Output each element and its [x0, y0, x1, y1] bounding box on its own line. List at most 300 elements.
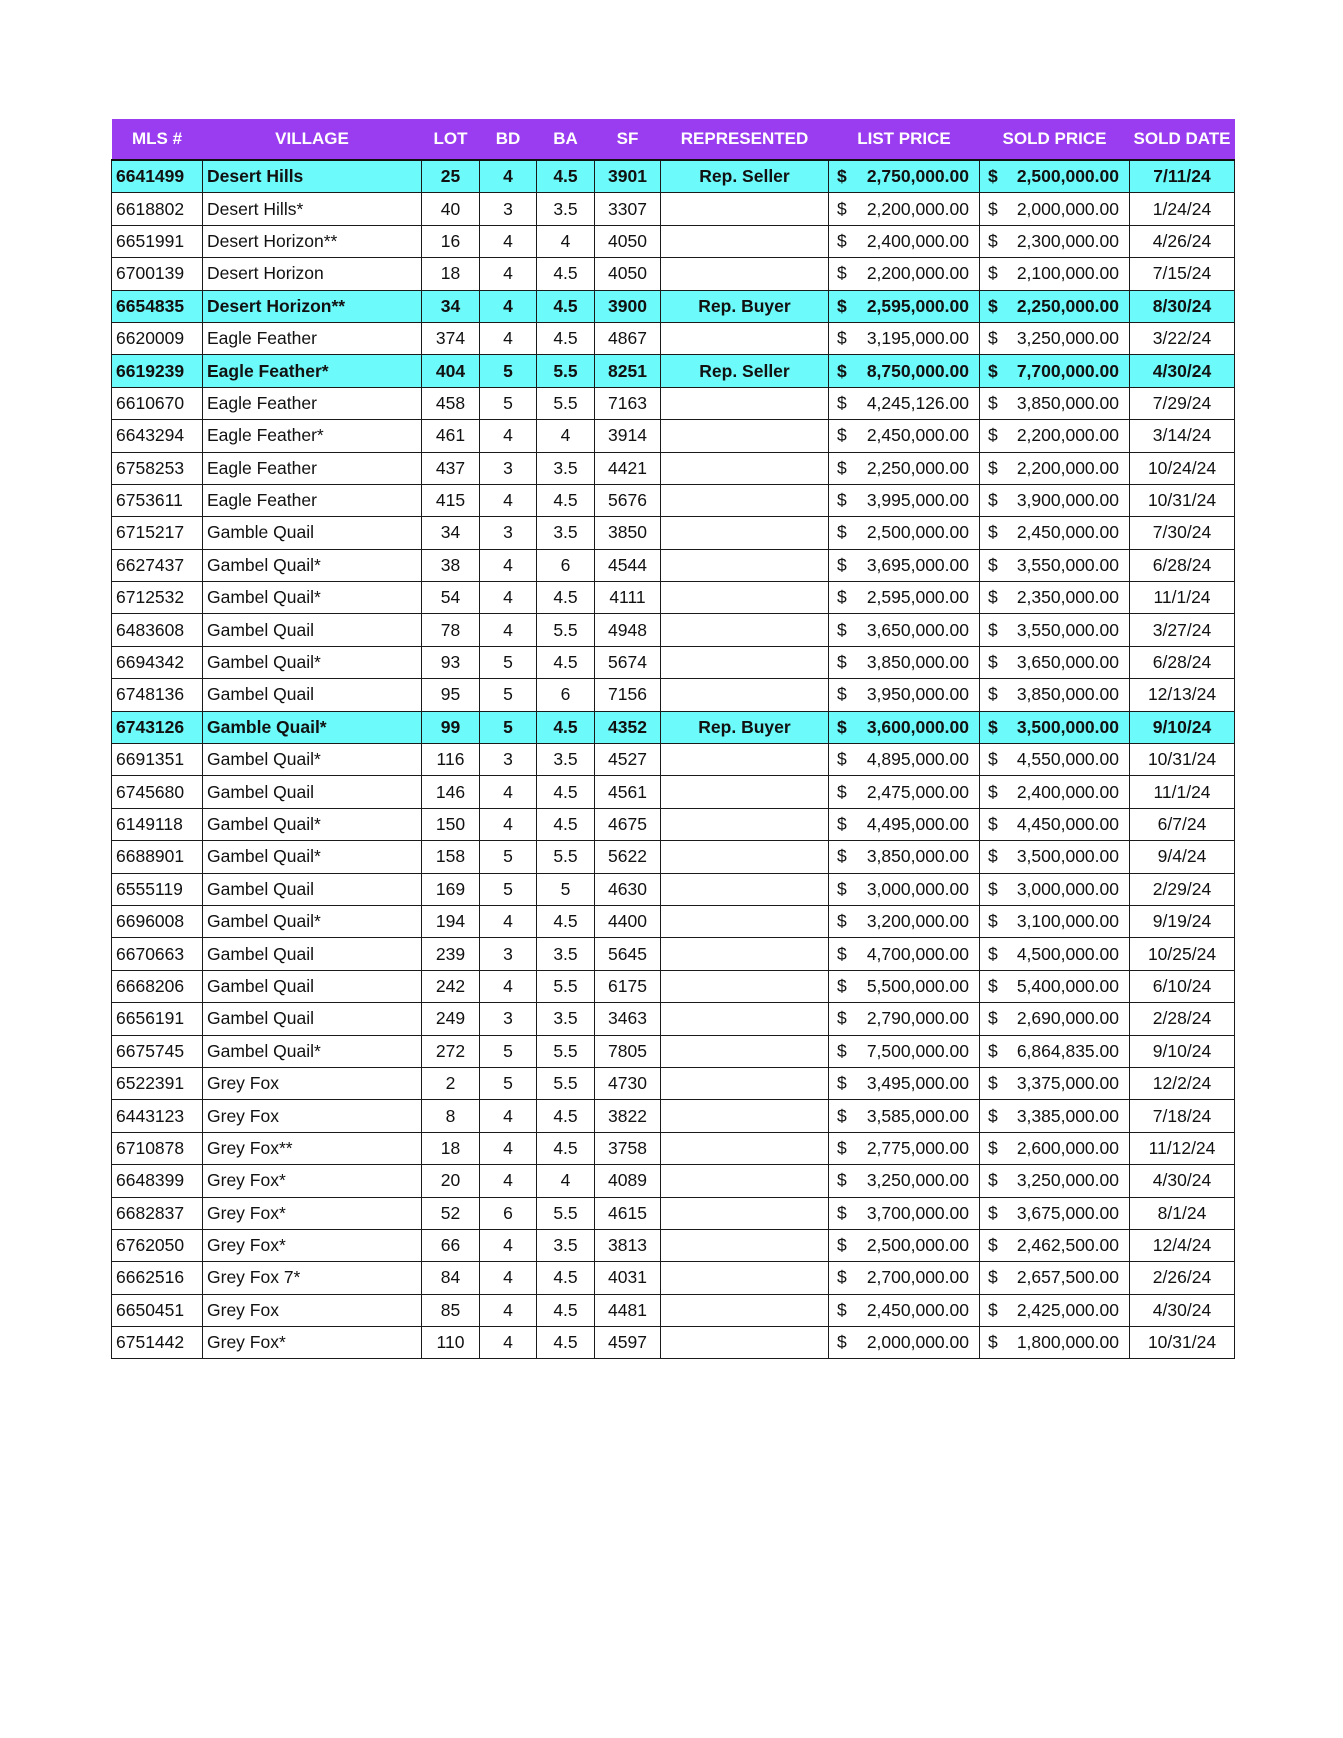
- cell-sold-date: 8/1/24: [1130, 1197, 1235, 1229]
- cell-list-price: [829, 1294, 980, 1326]
- cell-sf: 4544: [595, 549, 661, 581]
- cell-sold-price: [980, 420, 1130, 452]
- cell-ba: 4.5: [537, 711, 595, 743]
- cell-sf: 7805: [595, 1035, 661, 1067]
- cell-sold-date: 6/10/24: [1130, 970, 1235, 1002]
- cell-sold-date: 3/14/24: [1130, 420, 1235, 452]
- table-row: [112, 452, 1235, 484]
- currency-symbol: $: [988, 490, 998, 511]
- cell-lot: 34: [422, 290, 480, 322]
- cell-ba: 3.5: [537, 452, 595, 484]
- amount: 2,100,000.00: [1016, 263, 1119, 284]
- amount: 3,195,000.00: [866, 328, 969, 349]
- cell-bd: 4: [480, 322, 537, 354]
- cell-represented: [661, 387, 829, 419]
- amount: 3,585,000.00: [866, 1105, 969, 1126]
- cell-lot: 8: [422, 1100, 480, 1132]
- cell-mls: 6443123: [112, 1100, 203, 1132]
- cell-village: Grey Fox 7*: [203, 1262, 422, 1294]
- cell-sold-price: [980, 193, 1130, 225]
- cell-village: Desert Horizon: [203, 258, 422, 290]
- col-header-lot: LOT: [422, 119, 480, 160]
- table-row: [112, 322, 1235, 354]
- cell-sold-price: [980, 1132, 1130, 1164]
- cell-ba: 4.5: [537, 484, 595, 516]
- amount: 3,850,000.00: [1016, 684, 1119, 705]
- cell-represented: [661, 679, 829, 711]
- cell-sold-price: [980, 970, 1130, 1002]
- currency-symbol: $: [988, 522, 998, 543]
- cell-mls: 6149118: [112, 808, 203, 840]
- table-row: [112, 484, 1235, 516]
- cell-sf: 4615: [595, 1197, 661, 1229]
- table-row: [112, 1067, 1235, 1099]
- amount: 4,550,000.00: [1016, 749, 1119, 770]
- cell-list-price: [829, 1229, 980, 1261]
- currency-symbol: $: [837, 490, 847, 511]
- amount: 4,895,000.00: [866, 749, 969, 770]
- cell-sf: 6175: [595, 970, 661, 1002]
- cell-village: Gamble Quail: [203, 517, 422, 549]
- cell-represented: [661, 420, 829, 452]
- cell-list-price: [829, 1262, 980, 1294]
- amount: 3,550,000.00: [1016, 554, 1119, 575]
- cell-sold-date: 2/29/24: [1130, 873, 1235, 905]
- cell-list-price: [829, 1035, 980, 1067]
- currency-symbol: $: [837, 263, 847, 284]
- cell-ba: 5.5: [537, 355, 595, 387]
- cell-village: Desert Hills*: [203, 193, 422, 225]
- sales-table: [111, 119, 1235, 1359]
- cell-represented: [661, 873, 829, 905]
- cell-list-price: [829, 1197, 980, 1229]
- cell-sf: 3758: [595, 1132, 661, 1164]
- cell-mls: 6682837: [112, 1197, 203, 1229]
- cell-mls: 6762050: [112, 1229, 203, 1261]
- cell-lot: 16: [422, 225, 480, 257]
- cell-sf: 5674: [595, 646, 661, 678]
- cell-bd: 4: [480, 1132, 537, 1164]
- cell-sold-price: [980, 873, 1130, 905]
- currency-symbol: $: [837, 781, 847, 802]
- cell-sf: 8251: [595, 355, 661, 387]
- cell-mls: 6691351: [112, 744, 203, 776]
- currency-symbol: $: [988, 943, 998, 964]
- cell-list-price: [829, 290, 980, 322]
- cell-mls: 6751442: [112, 1327, 203, 1359]
- cell-list-price: [829, 258, 980, 290]
- cell-lot: 38: [422, 549, 480, 581]
- cell-represented: [661, 744, 829, 776]
- cell-bd: 5: [480, 355, 537, 387]
- cell-ba: 5.5: [537, 614, 595, 646]
- table-row-highlighted: [112, 160, 1235, 193]
- cell-bd: 4: [480, 258, 537, 290]
- cell-village: Gambel Quail: [203, 614, 422, 646]
- cell-represented: [661, 193, 829, 225]
- cell-lot: 461: [422, 420, 480, 452]
- amount: 2,595,000.00: [866, 587, 969, 608]
- currency-symbol: $: [837, 652, 847, 673]
- currency-symbol: $: [837, 198, 847, 219]
- cell-sold-date: 7/29/24: [1130, 387, 1235, 419]
- cell-ba: 5.5: [537, 1067, 595, 1099]
- cell-sold-date: 7/11/24: [1130, 160, 1235, 193]
- cell-sf: 3307: [595, 193, 661, 225]
- amount: 2,425,000.00: [1016, 1299, 1119, 1320]
- amount: 3,100,000.00: [1016, 911, 1119, 932]
- cell-represented: [661, 517, 829, 549]
- cell-lot: 99: [422, 711, 480, 743]
- cell-represented: [661, 322, 829, 354]
- currency-symbol: $: [988, 652, 998, 673]
- cell-list-price: [829, 905, 980, 937]
- amount: 3,700,000.00: [866, 1202, 969, 1223]
- cell-lot: 239: [422, 938, 480, 970]
- table-row: [112, 938, 1235, 970]
- cell-lot: 437: [422, 452, 480, 484]
- amount: 2,690,000.00: [1016, 1008, 1119, 1029]
- currency-symbol: $: [837, 166, 847, 187]
- currency-symbol: $: [837, 1008, 847, 1029]
- cell-sf: 4352: [595, 711, 661, 743]
- cell-sold-date: 7/18/24: [1130, 1100, 1235, 1132]
- cell-sold-price: [980, 905, 1130, 937]
- amount: 3,850,000.00: [866, 846, 969, 867]
- cell-mls: 6753611: [112, 484, 203, 516]
- cell-list-price: [829, 549, 980, 581]
- cell-ba: 3.5: [537, 744, 595, 776]
- currency-symbol: $: [837, 814, 847, 834]
- cell-village: Grey Fox: [203, 1100, 422, 1132]
- currency-symbol: $: [988, 878, 998, 899]
- cell-village: Gambel Quail*: [203, 841, 422, 873]
- currency-symbol: $: [837, 846, 847, 867]
- cell-bd: 4: [480, 1165, 537, 1197]
- cell-ba: 4.5: [537, 1262, 595, 1294]
- currency-symbol: $: [988, 684, 998, 705]
- cell-sold-date: 11/1/24: [1130, 776, 1235, 808]
- cell-ba: 4: [537, 225, 595, 257]
- cell-ba: 4.5: [537, 1294, 595, 1326]
- table-row: [112, 1100, 1235, 1132]
- currency-symbol: $: [988, 1008, 998, 1029]
- currency-symbol: $: [988, 1332, 998, 1353]
- cell-lot: 66: [422, 1229, 480, 1261]
- cell-lot: 415: [422, 484, 480, 516]
- cell-list-price: [829, 970, 980, 1002]
- cell-sf: 4597: [595, 1327, 661, 1359]
- col-header-represented: REPRESENTED: [661, 119, 829, 160]
- currency-symbol: $: [837, 749, 847, 770]
- cell-represented: [661, 841, 829, 873]
- col-header-mls: MLS #: [112, 119, 203, 160]
- cell-lot: 242: [422, 970, 480, 1002]
- currency-symbol: $: [988, 360, 998, 381]
- cell-mls: 6555119: [112, 873, 203, 905]
- table-row: [112, 582, 1235, 614]
- cell-bd: 3: [480, 517, 537, 549]
- cell-lot: 84: [422, 1262, 480, 1294]
- cell-village: Grey Fox**: [203, 1132, 422, 1164]
- amount: 4,450,000.00: [1016, 814, 1119, 834]
- cell-list-price: [829, 646, 980, 678]
- table-row: [112, 549, 1235, 581]
- cell-list-price: [829, 1067, 980, 1099]
- amount: 2,450,000.00: [866, 1299, 969, 1320]
- cell-village: Gambel Quail*: [203, 582, 422, 614]
- cell-village: Eagle Feather*: [203, 420, 422, 452]
- amount: 2,250,000.00: [866, 457, 969, 478]
- currency-symbol: $: [988, 1267, 998, 1288]
- currency-symbol: $: [837, 587, 847, 608]
- amount: 2,250,000.00: [1016, 295, 1119, 316]
- cell-lot: 110: [422, 1327, 480, 1359]
- cell-sf: 4948: [595, 614, 661, 646]
- cell-sf: 4400: [595, 905, 661, 937]
- cell-represented: [661, 258, 829, 290]
- cell-represented: [661, 970, 829, 1002]
- amount: 3,500,000.00: [1016, 716, 1119, 737]
- cell-sold-date: 10/31/24: [1130, 744, 1235, 776]
- cell-bd: 4: [480, 905, 537, 937]
- cell-represented: Rep. Seller: [661, 160, 829, 193]
- amount: 2,450,000.00: [1016, 522, 1119, 543]
- cell-ba: 4.5: [537, 1132, 595, 1164]
- cell-sold-price: [980, 1165, 1130, 1197]
- cell-bd: 3: [480, 193, 537, 225]
- cell-mls: 6618802: [112, 193, 203, 225]
- cell-list-price: [829, 841, 980, 873]
- currency-symbol: $: [837, 457, 847, 478]
- cell-lot: 25: [422, 160, 480, 193]
- cell-sf: 4561: [595, 776, 661, 808]
- cell-ba: 4.5: [537, 646, 595, 678]
- amount: 3,675,000.00: [1016, 1202, 1119, 1223]
- cell-sold-price: [980, 225, 1130, 257]
- cell-mls: 6656191: [112, 1003, 203, 1035]
- cell-mls: 6643294: [112, 420, 203, 452]
- amount: 3,000,000.00: [866, 878, 969, 899]
- cell-bd: 5: [480, 841, 537, 873]
- cell-sold-price: [980, 355, 1130, 387]
- cell-represented: [661, 1100, 829, 1132]
- cell-ba: 4.5: [537, 808, 595, 840]
- cell-bd: 4: [480, 582, 537, 614]
- cell-sold-date: 2/26/24: [1130, 1262, 1235, 1294]
- cell-ba: 5.5: [537, 1035, 595, 1067]
- cell-sf: 5676: [595, 484, 661, 516]
- cell-village: Eagle Feather: [203, 387, 422, 419]
- currency-symbol: $: [988, 198, 998, 219]
- cell-list-price: [829, 808, 980, 840]
- amount: 2,790,000.00: [866, 1008, 969, 1029]
- cell-mls: 6627437: [112, 549, 203, 581]
- cell-represented: [661, 1327, 829, 1359]
- cell-ba: 4.5: [537, 258, 595, 290]
- amount: 2,500,000.00: [866, 522, 969, 543]
- amount: 3,250,000.00: [1016, 1170, 1119, 1191]
- cell-ba: 5.5: [537, 387, 595, 419]
- cell-list-price: [829, 452, 980, 484]
- amount: 3,500,000.00: [1016, 846, 1119, 867]
- currency-symbol: $: [988, 716, 998, 737]
- cell-ba: 6: [537, 549, 595, 581]
- cell-bd: 4: [480, 484, 537, 516]
- amount: 2,700,000.00: [866, 1267, 969, 1288]
- currency-symbol: $: [837, 975, 847, 996]
- currency-symbol: $: [988, 1235, 998, 1256]
- cell-bd: 3: [480, 744, 537, 776]
- amount: 4,500,000.00: [1016, 943, 1119, 964]
- currency-symbol: $: [837, 716, 847, 737]
- currency-symbol: $: [988, 587, 998, 608]
- amount: 4,700,000.00: [866, 943, 969, 964]
- cell-village: Gambel Quail*: [203, 808, 422, 840]
- cell-represented: [661, 905, 829, 937]
- cell-sf: 5645: [595, 938, 661, 970]
- cell-lot: 40: [422, 193, 480, 225]
- cell-list-price: [829, 582, 980, 614]
- cell-village: Gambel Quail: [203, 938, 422, 970]
- cell-bd: 3: [480, 938, 537, 970]
- amount: 2,595,000.00: [866, 295, 969, 316]
- amount: 7,700,000.00: [1016, 360, 1119, 381]
- cell-sold-price: [980, 1067, 1130, 1099]
- currency-symbol: $: [837, 554, 847, 575]
- cell-sold-date: 11/12/24: [1130, 1132, 1235, 1164]
- cell-bd: 4: [480, 970, 537, 1002]
- cell-list-price: [829, 711, 980, 743]
- col-header-sf: SF: [595, 119, 661, 160]
- cell-sold-date: 4/26/24: [1130, 225, 1235, 257]
- cell-lot: 146: [422, 776, 480, 808]
- cell-represented: [661, 549, 829, 581]
- cell-sf: 4031: [595, 1262, 661, 1294]
- cell-list-price: [829, 873, 980, 905]
- table-row: [112, 1165, 1235, 1197]
- amount: 5,500,000.00: [866, 975, 969, 996]
- currency-symbol: $: [837, 425, 847, 446]
- amount: 4,245,126.00: [866, 392, 969, 413]
- cell-sf: 4089: [595, 1165, 661, 1197]
- cell-sold-price: [980, 387, 1130, 419]
- cell-ba: 4.5: [537, 1100, 595, 1132]
- cell-sold-price: [980, 549, 1130, 581]
- cell-sold-price: [980, 646, 1130, 678]
- cell-mls: 6641499: [112, 160, 203, 193]
- cell-mls: 6668206: [112, 970, 203, 1002]
- table-row: [112, 1003, 1235, 1035]
- cell-sold-date: 4/30/24: [1130, 1294, 1235, 1326]
- cell-represented: [661, 646, 829, 678]
- amount: 3,650,000.00: [1016, 652, 1119, 673]
- currency-symbol: $: [837, 1105, 847, 1126]
- cell-bd: 5: [480, 679, 537, 711]
- cell-sold-date: 7/30/24: [1130, 517, 1235, 549]
- cell-sold-date: 9/10/24: [1130, 711, 1235, 743]
- cell-represented: [661, 776, 829, 808]
- cell-sf: 5622: [595, 841, 661, 873]
- cell-sold-date: 9/19/24: [1130, 905, 1235, 937]
- currency-symbol: $: [988, 781, 998, 802]
- cell-sold-price: [980, 322, 1130, 354]
- amount: 5,400,000.00: [1016, 975, 1119, 996]
- currency-symbol: $: [837, 1040, 847, 1061]
- cell-mls: 6743126: [112, 711, 203, 743]
- cell-list-price: [829, 614, 980, 646]
- cell-village: Eagle Feather: [203, 322, 422, 354]
- cell-sold-date: 11/1/24: [1130, 582, 1235, 614]
- cell-represented: Rep. Seller: [661, 355, 829, 387]
- currency-symbol: $: [988, 814, 998, 834]
- cell-sold-date: 3/22/24: [1130, 322, 1235, 354]
- cell-sold-price: [980, 517, 1130, 549]
- currency-symbol: $: [837, 230, 847, 251]
- cell-sold-price: [980, 452, 1130, 484]
- cell-list-price: [829, 1165, 980, 1197]
- cell-village: Gambel Quail*: [203, 905, 422, 937]
- cell-represented: [661, 1294, 829, 1326]
- cell-ba: 5.5: [537, 1197, 595, 1229]
- amount: 3,850,000.00: [866, 652, 969, 673]
- cell-list-price: [829, 517, 980, 549]
- amount: 2,475,000.00: [866, 781, 969, 802]
- cell-ba: 4.5: [537, 1327, 595, 1359]
- cell-sold-date: 10/25/24: [1130, 938, 1235, 970]
- cell-sold-price: [980, 1035, 1130, 1067]
- cell-ba: 4: [537, 420, 595, 452]
- cell-sf: 7163: [595, 387, 661, 419]
- table-row: [112, 679, 1235, 711]
- cell-mls: 6619239: [112, 355, 203, 387]
- cell-sold-date: 1/24/24: [1130, 193, 1235, 225]
- cell-lot: 18: [422, 258, 480, 290]
- amount: 2,750,000.00: [866, 166, 969, 187]
- cell-sf: 4111: [595, 582, 661, 614]
- cell-ba: 4: [537, 1165, 595, 1197]
- cell-bd: 3: [480, 452, 537, 484]
- cell-sold-price: [980, 1262, 1130, 1294]
- cell-village: Gambel Quail: [203, 873, 422, 905]
- amount: 3,650,000.00: [866, 619, 969, 640]
- amount: 2,400,000.00: [1016, 781, 1119, 802]
- cell-list-price: [829, 160, 980, 193]
- currency-symbol: $: [837, 522, 847, 543]
- cell-lot: 95: [422, 679, 480, 711]
- cell-ba: 4.5: [537, 582, 595, 614]
- currency-symbol: $: [988, 392, 998, 413]
- cell-sold-date: 2/28/24: [1130, 1003, 1235, 1035]
- amount: 3,850,000.00: [1016, 392, 1119, 413]
- cell-bd: 4: [480, 776, 537, 808]
- currency-symbol: $: [837, 328, 847, 349]
- amount: 2,000,000.00: [866, 1332, 969, 1353]
- table-row: [112, 776, 1235, 808]
- table-row: [112, 387, 1235, 419]
- table-row: [112, 1294, 1235, 1326]
- currency-symbol: $: [837, 619, 847, 640]
- currency-symbol: $: [988, 425, 998, 446]
- cell-ba: 3.5: [537, 1003, 595, 1035]
- cell-list-price: [829, 1132, 980, 1164]
- cell-lot: 116: [422, 744, 480, 776]
- table-row: [112, 1132, 1235, 1164]
- currency-symbol: $: [988, 846, 998, 867]
- cell-bd: 4: [480, 1229, 537, 1261]
- cell-sold-date: 9/10/24: [1130, 1035, 1235, 1067]
- currency-symbol: $: [837, 1332, 847, 1353]
